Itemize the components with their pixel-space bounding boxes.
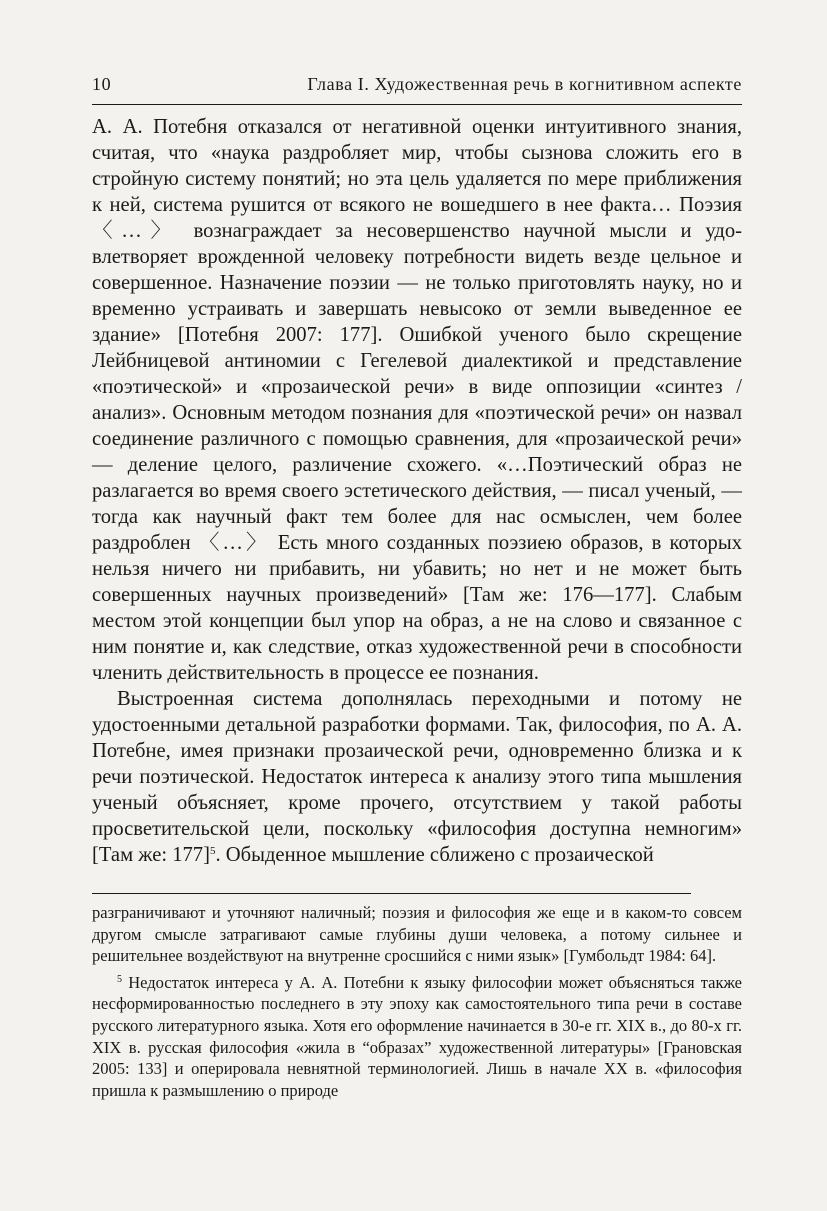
header-rule [92,104,742,105]
footnote-rule [92,893,691,894]
footnote-5-text: Недостаток интереса у А. А. Потебни к языку философии может объясняться также несформированностью последнего в эту эпоху как самостоятельного типа речи в составе русского литературного языка. Хотя его оформление начинается в 30-е гг. XIX в., до 80-х гг. XIX в. русская философия «жила в “образах” художественной литературы» [Грановская 2005: 133] и оперировала невнятной терминологией. Лишь в начале XX в. «философия пришла к размышлению о природе [92,972,742,1100]
paragraph-1: А. А. Потебня отказался от негативной оценки интуитивного знания, считая, что «наука раздробляет мир, чтобы сызнова сложить его в стройную систему понятий; но эта цель удаляется по мере приближения к ней, система рушится от всякого не вошедшего в нее факта… Поэзия 〈…〉 вознаграждает за несовершенство научной мысли и удовлетворяет врожденной человеку потребности видеть везде цельное и совершенное. Назначение поэзии — не только приготовлять науку, но и временно устраивать и завершать невысоко от земли выведенное ее здание» [Потебня 2007: 177]. Ошибкой ученого было скрещение Лейбницевой антиномии с Гегелевой диалектикой и представление «поэтической» и «прозаической речи» в виде оппозиции «синтез / анализ». Основным методом познания для «поэтической речи» он назвал соединение различного с помощью сравнения, для «прозаической речи» — деление целого, различение схожего. «…Поэтический образ не разлагается во время своего эстетического действия, — писал ученый, — тогда как научный факт тем более для нас осмыслен, чем более раздроблен 〈…〉 Есть много созданных поэзиею образов, в которых нельзя ничего ни прибавить, ни убавить; но нет и не может быть совершенных научных произведений» [Там же: 176—177]. Слабым местом этой концепции был упор на образ, а не на слово и связанное с ним понятие и, как следствие, отказ художественной речи в способности членить действительность в процессе ее познания. [92,116,742,684]
paragraph-2-continuation: . Обыденное мышление сближено с прозаической [215,844,654,866]
chapter-title: Глава I. Художественная речь в когнитивном аспекте [307,74,742,94]
footnotes [92,902,742,1101]
footnote-5 [92,972,742,1102]
main-text [92,114,742,868]
footnote-continued: разграничивают и уточняют наличный; поэзия и философия же еще и в каком-то совсем другом смысле затрагивают самые глубины души человека, а потому сильнее и решительнее воздействуют на внутренне сросшийся с ними язык» [Гумбольдт 1984: 64]. [92,903,742,966]
paragraph-2 [92,686,742,868]
footnote-5-number: 5 [117,973,122,985]
paragraph-2-text: Выстроенная система дополнялась переходными и потому не удостоенными детальной разработки формами. Так, философия, по А. А. Потебне, имея признаки прозаической речи, одновременно близка и к речи поэтической. Недостаток интереса к анализу этого типа мышления ученый объясняет, кроме прочего, отсутствием у такой работы просветительской цели, поскольку «философия доступна немногим» [Там же: 177] [92,688,742,866]
footnote-ref-5: 5 [209,845,216,857]
page-number: 10 [92,74,112,94]
